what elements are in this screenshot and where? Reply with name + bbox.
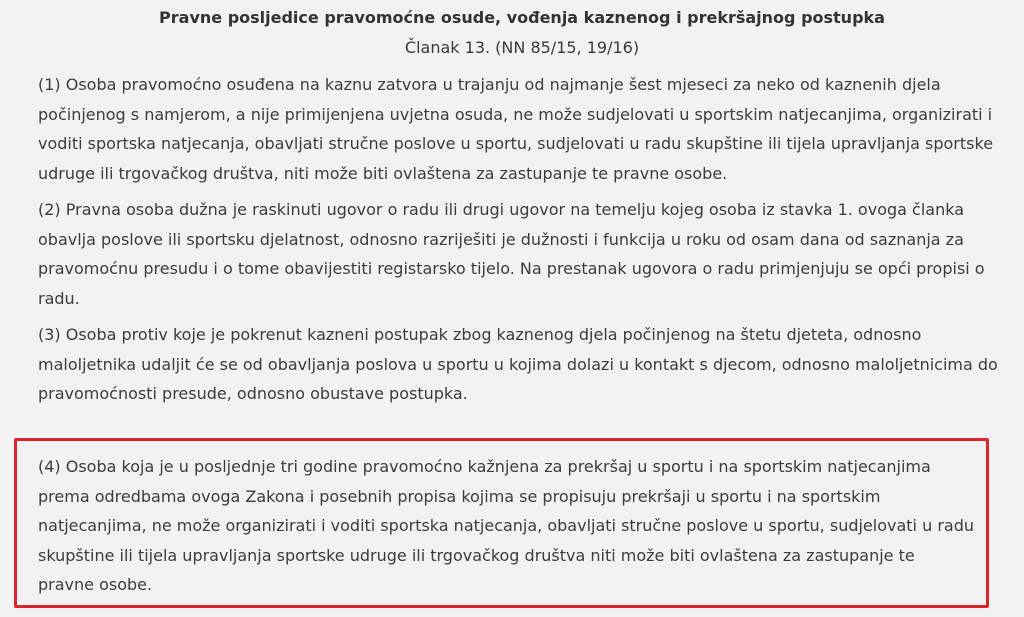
article-heading: Članak 13. (NN 85/15, 19/16) <box>404 38 640 57</box>
paragraph-2: (2) Pravna osoba dužna je raskinuti ugovor o radu ili drugi ugovor na temelju kojeg osoba iz stavka 1. ovoga članka obavlja poslove ili sportsku djelatnost, odnosno razriješiti je dužnosti i funkcija u roku od osam dana od saznanja za pravomoćnu presudu i o tome obavijestiti registarsko tijelo. Na prestanak ugovora o radu primjenjuju se opći propisi o radu. <box>38 200 985 308</box>
highlighted-paragraph-box <box>14 438 989 608</box>
paragraph-1: (1) Osoba pravomoćno osuđena na kaznu zatvora u trajanju od najmanje šest mjeseci za neko od kaznenih djela počinjenog s namjerom, a nije primijenjena uvjetna osuda, ne može sudjelovati u sportskim natjecanjima, organizirati i voditi sportska natjecanja, obavljati stručne poslove u sportu, sudjelovati u radu skupštine ili tijela upravljanja sportske udruge ili trgovačkog društva, niti može biti ovlaštena za zastupanje te pravne osobe. <box>38 75 994 183</box>
paragraph-4: (4) Osoba koja je u posljednje tri godine pravomoćno kažnjena za prekršaj u sportu i na sportskim natjecanjima prema odredbama ovoga Zakona i posebnih propisa kojima se propisuju prekršaji u sportu i na sportskim natjecanjima, ne može organizirati i voditi sportska natjecanja, obavljati stručne poslove u sportu, sudjelovati u radu skupštine ili tijela upravljanja sportske udruge ili trgovačkog društva niti može biti ovlaštena za zastupanje te pravne osobe. <box>38 457 974 594</box>
paragraph-3: (3) Osoba protiv koje je pokrenut kazneni postupak zbog kaznenog djela počinjenog na štetu djeteta, odnosno maloljetnika udaljit će se od obavljanja poslova u sportu u kojima dolazi u kontakt s djecom, odnosno maloljetnicima do pravomoćnosti presude, odnosno obustave postupka. <box>38 325 998 403</box>
page-title: Pravne posljedice pravomoćne osude, vođenja kaznenog i prekršajnog postupka <box>159 8 885 27</box>
